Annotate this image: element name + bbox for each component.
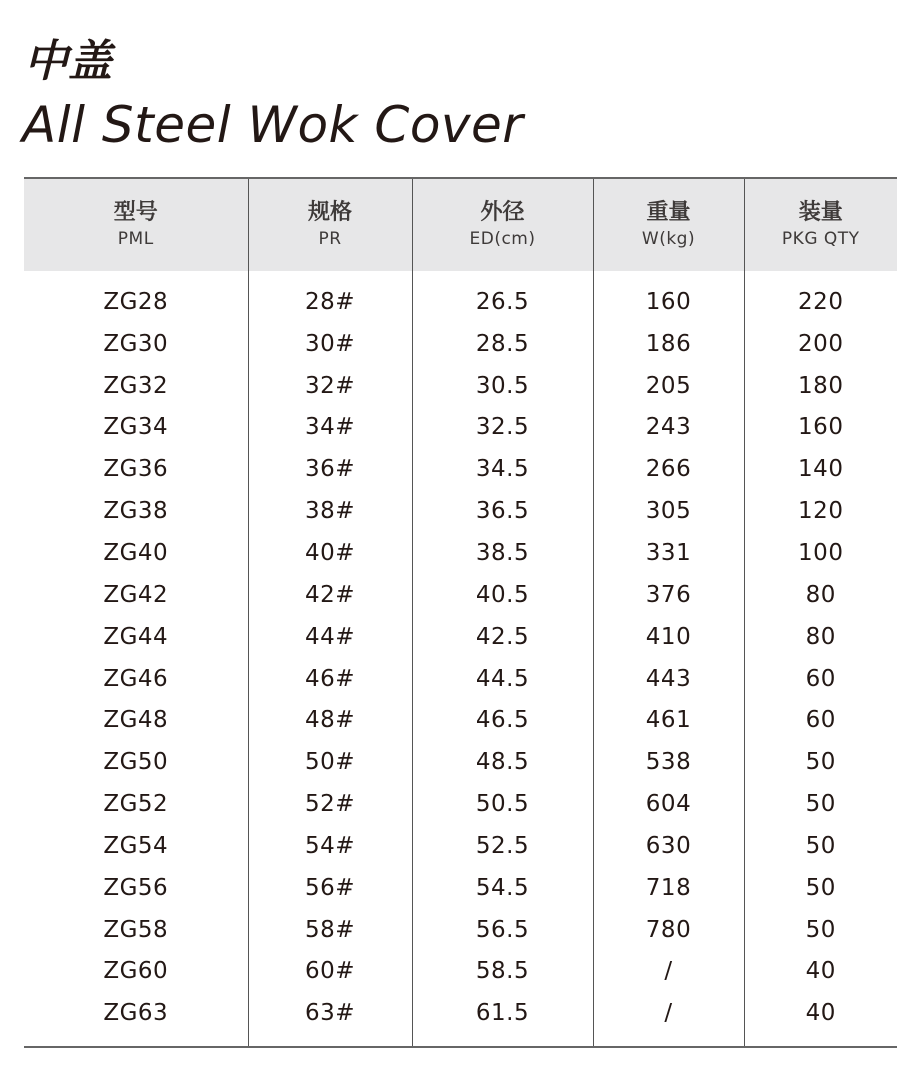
cell-package-qty: 220 (744, 271, 897, 323)
cell-package-qty: 60 (744, 699, 897, 741)
cell-model: ZG46 (103, 665, 169, 692)
product-spec-table (24, 177, 897, 1048)
table-row (24, 448, 897, 490)
cell-package-qty: 140 (744, 448, 897, 490)
cell-diameter: 32.5 (412, 407, 593, 449)
cell-weight: 205 (593, 365, 744, 407)
cell-model: ZG30 (103, 330, 169, 357)
cell-weight: / (593, 951, 744, 993)
cell-package-qty: 180 (744, 365, 897, 407)
cell-weight: 186 (593, 323, 744, 365)
cell-package-qty: 120 (744, 490, 897, 532)
table-row (24, 658, 897, 700)
cell-diameter: 58.5 (412, 951, 593, 993)
cell-weight: 376 (593, 574, 744, 616)
header-row (24, 178, 897, 271)
cell-package-qty: 200 (744, 323, 897, 365)
cell-diameter: 48.5 (412, 741, 593, 783)
cell-diameter: 30.5 (412, 365, 593, 407)
cell-spec: 46# (248, 658, 412, 700)
cell-spec: 44# (248, 616, 412, 658)
cell-diameter: 38.5 (412, 532, 593, 574)
cell-model: ZG38 (103, 498, 169, 525)
cell-spec: 30# (248, 323, 412, 365)
cell-package-qty: 50 (744, 783, 897, 825)
cell-spec: 63# (248, 992, 412, 1047)
table-row (24, 825, 897, 867)
header-model-en: PML (117, 229, 154, 249)
header-spec (248, 178, 412, 271)
cell-package-qty: 50 (744, 867, 897, 909)
cell-model: ZG34 (103, 414, 169, 441)
cell-diameter: 42.5 (412, 616, 593, 658)
cell-diameter: 34.5 (412, 448, 593, 490)
cell-package-qty: 80 (744, 574, 897, 616)
cell-model: ZG48 (103, 707, 169, 734)
cell-diameter: 46.5 (412, 699, 593, 741)
cell-spec: 54# (248, 825, 412, 867)
cell-weight: 331 (593, 532, 744, 574)
page-title-english: All Steel Wok Cover (22, 96, 524, 154)
table-row (24, 616, 897, 658)
table-row (24, 365, 897, 407)
table-row (24, 574, 897, 616)
cell-diameter: 40.5 (412, 574, 593, 616)
table-row (24, 407, 897, 449)
cell-diameter: 56.5 (412, 909, 593, 951)
cell-package-qty: 40 (744, 951, 897, 993)
table-row (24, 699, 897, 741)
cell-diameter: 61.5 (412, 992, 593, 1047)
cell-weight: 630 (593, 825, 744, 867)
header-spec-cn: 规格 (307, 200, 352, 225)
cell-model: ZG36 (103, 456, 169, 483)
cell-model: ZG63 (103, 1000, 169, 1027)
header-diameter-en: ED(cm) (469, 229, 536, 249)
cell-spec: 32# (248, 365, 412, 407)
table-row (24, 271, 897, 323)
cell-package-qty: 50 (744, 825, 897, 867)
cell-package-qty: 60 (744, 658, 897, 700)
cell-weight: 443 (593, 658, 744, 700)
cell-weight: 461 (593, 699, 744, 741)
cell-package-qty: 80 (744, 616, 897, 658)
cell-weight: 305 (593, 490, 744, 532)
cell-model: ZG42 (103, 581, 169, 608)
cell-spec: 28# (248, 271, 412, 323)
cell-spec: 58# (248, 909, 412, 951)
table-body (24, 271, 897, 1047)
cell-weight: 266 (593, 448, 744, 490)
cell-package-qty: 160 (744, 407, 897, 449)
cell-model: ZG44 (103, 623, 169, 650)
cell-model: ZG50 (103, 749, 169, 776)
cell-package-qty: 100 (744, 532, 897, 574)
header-package-qty (744, 178, 897, 271)
cell-model: ZG40 (103, 539, 169, 566)
cell-spec: 56# (248, 867, 412, 909)
table-row (24, 741, 897, 783)
header-weight-en: W(kg) (641, 229, 696, 249)
cell-spec: 52# (248, 783, 412, 825)
header-weight-cn: 重量 (646, 200, 691, 225)
cell-package-qty: 50 (744, 741, 897, 783)
table-row (24, 323, 897, 365)
table-row (24, 490, 897, 532)
cell-spec: 40# (248, 532, 412, 574)
cell-weight: 160 (593, 271, 744, 323)
cell-weight: / (593, 992, 744, 1047)
cell-model: ZG56 (103, 874, 169, 901)
header-diameter-cn: 外径 (480, 200, 525, 225)
cell-weight: 780 (593, 909, 744, 951)
table-row (24, 867, 897, 909)
cell-spec: 38# (248, 490, 412, 532)
table-row (24, 951, 897, 993)
table-row (24, 783, 897, 825)
cell-diameter: 50.5 (412, 783, 593, 825)
cell-diameter: 26.5 (412, 271, 593, 323)
cell-weight: 718 (593, 867, 744, 909)
header-model-cn: 型号 (113, 200, 158, 225)
table-row (24, 532, 897, 574)
cell-package-qty: 50 (744, 909, 897, 951)
header-spec-en: PR (318, 229, 342, 249)
cell-weight: 243 (593, 407, 744, 449)
cell-spec: 48# (248, 699, 412, 741)
table-row (24, 992, 897, 1047)
header-model (24, 178, 248, 271)
cell-model: ZG52 (103, 791, 169, 818)
header-package-qty-en: PKG QTY (781, 229, 860, 249)
page-title-chinese: 中盖 (24, 36, 112, 87)
cell-weight: 410 (593, 616, 744, 658)
cell-model: ZG60 (103, 958, 169, 985)
cell-weight: 604 (593, 783, 744, 825)
cell-spec: 36# (248, 448, 412, 490)
cell-model: ZG58 (103, 916, 169, 943)
cell-weight: 538 (593, 741, 744, 783)
header-package-qty-cn: 装量 (798, 200, 843, 225)
cell-diameter: 52.5 (412, 825, 593, 867)
cell-model: ZG32 (103, 372, 169, 399)
cell-spec: 34# (248, 407, 412, 449)
cell-spec: 50# (248, 741, 412, 783)
cell-package-qty: 40 (744, 992, 897, 1047)
header-diameter (412, 178, 593, 271)
cell-spec: 42# (248, 574, 412, 616)
table-row (24, 909, 897, 951)
table-header (24, 178, 897, 271)
cell-model: ZG54 (103, 832, 169, 859)
cell-diameter: 54.5 (412, 867, 593, 909)
cell-diameter: 36.5 (412, 490, 593, 532)
cell-diameter: 44.5 (412, 658, 593, 700)
cell-spec: 60# (248, 951, 412, 993)
cell-diameter: 28.5 (412, 323, 593, 365)
cell-model: ZG28 (103, 288, 169, 315)
header-weight (593, 178, 744, 271)
